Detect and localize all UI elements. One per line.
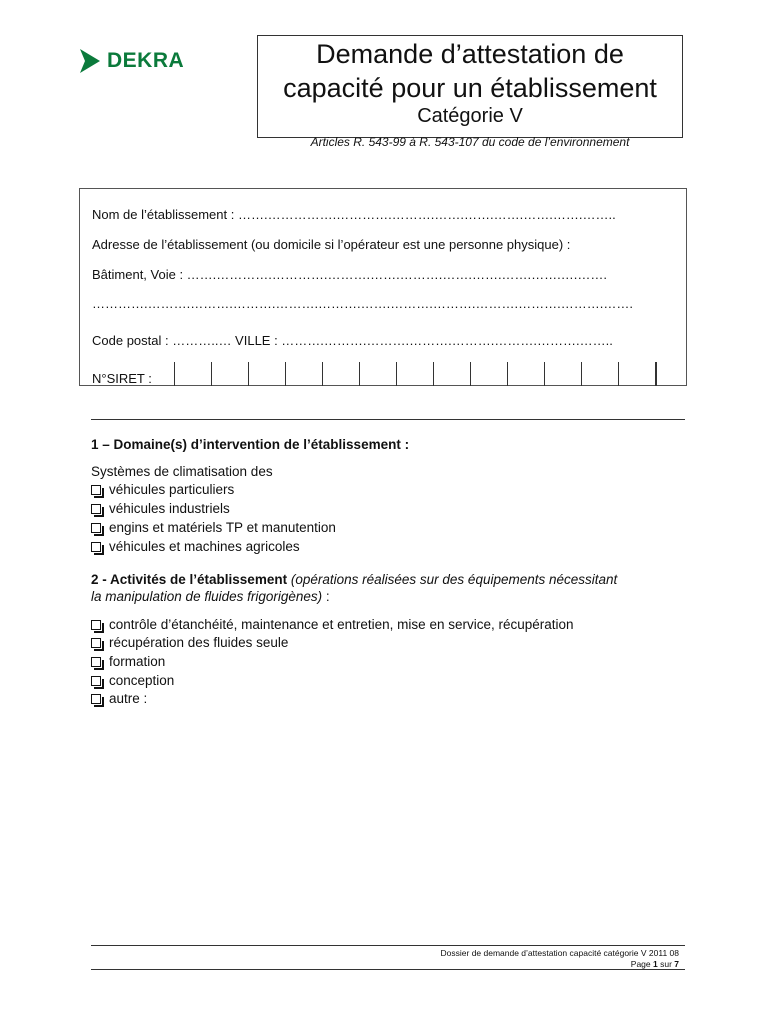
checkbox-icon[interactable]	[91, 542, 101, 552]
checkbox-option[interactable]	[91, 482, 234, 497]
checkbox-option[interactable]	[91, 539, 300, 554]
checkbox-option[interactable]	[91, 617, 574, 632]
logo-text: DEKRA	[107, 49, 185, 72]
checkbox-option[interactable]	[91, 501, 230, 516]
checkbox-icon[interactable]	[91, 504, 101, 514]
section-1-title: 1 – Domaine(s) d’intervention de l’établissement :	[91, 437, 410, 452]
checkbox-option[interactable]	[91, 673, 174, 688]
field-adresse-suite[interactable]: ………….……….……….……….……….……….…….……….……….……….……….……….…….	[92, 296, 633, 311]
checkbox-icon[interactable]	[91, 485, 101, 495]
checkbox-label: engins et matériels TP et manutention	[109, 520, 336, 535]
checkbox-label: contrôle d’étanchéité, maintenance et entretien, mise en service, récupération	[109, 617, 574, 632]
title-line-1: Demande d’attestation de	[316, 39, 624, 69]
checkbox-label: autre :	[109, 691, 148, 706]
section-2-title	[91, 571, 691, 605]
siret-cell[interactable]	[470, 362, 507, 386]
field-adresse-label: Adresse de l’établissement (ou domicile si l’opérateur est une personne physique) :	[92, 237, 571, 252]
checkbox-icon[interactable]	[91, 638, 101, 648]
checkbox-label: véhicules et machines agricoles	[109, 539, 300, 554]
checkbox-option[interactable]	[91, 520, 336, 535]
checkbox-option[interactable]	[91, 691, 147, 706]
siret-cell[interactable]	[359, 362, 396, 386]
field-code-postal-ville[interactable]: Code postal : ………..… VILLE : ……….……….……….……….……….……….……….……..	[92, 333, 613, 348]
section-divider	[91, 419, 685, 420]
checkbox-label: formation	[109, 654, 166, 669]
checkbox-label: conception	[109, 673, 175, 688]
establishment-info-box	[79, 188, 687, 386]
checkbox-label: véhicules industriels	[109, 501, 230, 516]
checkbox-icon[interactable]	[91, 620, 101, 630]
checkbox-label: récupération des fluides seule	[109, 635, 289, 650]
siret-cell[interactable]	[174, 362, 211, 386]
siret-cell[interactable]	[248, 362, 285, 386]
siret-cell[interactable]	[507, 362, 544, 386]
checkbox-option[interactable]	[91, 635, 288, 650]
siret-grid[interactable]	[174, 362, 657, 386]
checkbox-icon[interactable]	[91, 657, 101, 667]
footer-top-rule	[91, 945, 685, 946]
footer-doc-ref: Dossier de demande d’attestation capacité catégorie V 2011 08	[440, 948, 679, 958]
siret-cell-end	[655, 362, 657, 386]
checkbox-icon[interactable]	[91, 523, 101, 533]
footer-bottom-rule	[91, 969, 685, 970]
dekra-chevron-icon	[78, 47, 102, 75]
siret-cell[interactable]	[618, 362, 655, 386]
checkbox-icon[interactable]	[91, 694, 101, 704]
checkbox-option[interactable]	[91, 654, 165, 669]
siret-cell[interactable]	[211, 362, 248, 386]
siret-cell[interactable]	[544, 362, 581, 386]
dekra-logo	[78, 47, 184, 75]
siret-cell[interactable]	[396, 362, 433, 386]
field-siret-label: N°SIRET :	[92, 371, 152, 386]
articles-reference: Articles R. 543-99 à R. 543-107 du code de l’environnement	[310, 135, 630, 149]
field-batiment[interactable]: Bâtiment, Voie : …….………….………….……….…….……….…….…….…….…….….…….	[92, 267, 608, 282]
checkbox-label: véhicules particuliers	[109, 482, 235, 497]
section-1-intro: Systèmes de climatisation des	[91, 464, 273, 479]
page-number: Page 1 sur 7	[630, 959, 679, 969]
title-box	[257, 35, 683, 149]
title-line-2: capacité pour un établissement	[283, 73, 657, 103]
siret-cell[interactable]	[433, 362, 470, 386]
section-2-title-bold: 2 - Activités de l’établissement	[91, 572, 288, 587]
siret-cell[interactable]	[322, 362, 359, 386]
footer-text	[441, 948, 679, 970]
checkbox-icon[interactable]	[91, 676, 101, 686]
field-nom[interactable]: Nom de l’établissement : …….…………….………….……….…….…….…….…….…….……..	[92, 207, 616, 222]
siret-cell[interactable]	[285, 362, 322, 386]
section-2-title-italic-2: la manipulation de fluides frigorigènes)	[91, 589, 323, 604]
category-title: Catégorie V	[417, 105, 523, 127]
section-2-title-italic: (opérations réalisées sur des équipements nécessitant	[290, 572, 618, 587]
siret-cell[interactable]	[581, 362, 618, 386]
section-2-title-colon: :	[322, 589, 330, 604]
